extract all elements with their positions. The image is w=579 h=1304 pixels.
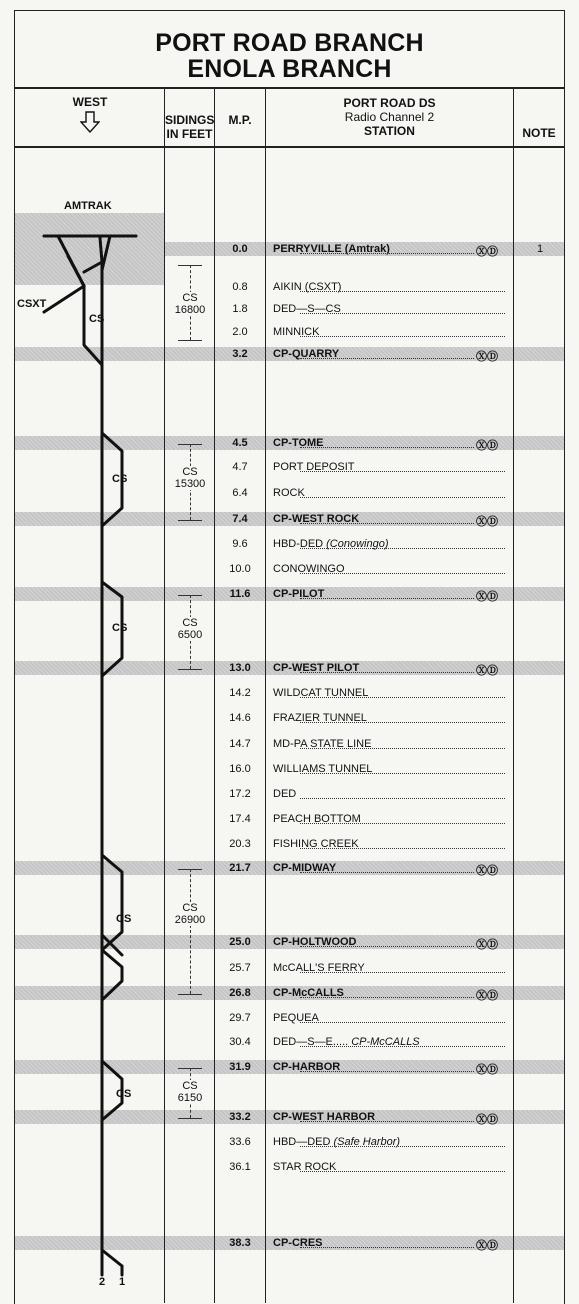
station-label: McCALL'S FERRY [273,962,365,974]
radio-symbols: ⓍⒹ [476,939,498,951]
siding-feet: 26900 [174,914,206,926]
station-label: CP-QUARRY [273,348,340,360]
track-1-label: 1 [119,1276,126,1288]
title-line-1: PORT ROAD BRANCH [155,29,424,57]
milepost: 26.8 [229,987,251,999]
milepost: 33.2 [229,1111,251,1123]
siding-feet: 6500 [177,629,203,641]
track-split [102,1250,122,1266]
milepost: 14.6 [229,712,251,724]
station-label: HBD-DED [273,538,324,550]
siding-feet: 6150 [177,1092,203,1104]
milepost: 25.7 [229,962,251,974]
station-label: ROCK [273,487,305,499]
radio-symbols: ⓍⒹ [476,351,498,363]
station-line-3: STATION [364,124,415,138]
station-label: STAR ROCK [273,1161,337,1173]
siding-type: CS [182,292,198,304]
radio-symbols: ⓍⒹ [476,1064,498,1076]
amtrak-label: AMTRAK [64,200,112,212]
milepost: 25.0 [229,936,251,948]
milepost: 0.0 [232,243,248,255]
radio-symbols: ⓍⒹ [476,1240,498,1252]
station-label: MINNICK [273,326,320,338]
station-label: CP-WEST PILOT [273,662,360,674]
station-line-2: Radio Channel 2 [344,110,435,124]
milepost: 10.0 [229,563,251,575]
station-label: WILLIAMS TUNNEL [273,763,373,775]
title-line-2: ENOLA BRANCH [187,55,392,83]
station-italic-note: (Conowingo) [326,538,389,550]
radio-symbols: ⓍⒹ [476,865,498,877]
milepost: 1.8 [232,303,248,315]
milepost: 30.4 [229,1036,251,1048]
radio-symbols: ⓍⒹ [476,246,498,258]
milepost: 17.4 [229,813,251,825]
west-label: WEST [72,95,108,109]
wye-cross-2 [100,238,102,262]
station-italic-note: CP-McCALLS [351,1036,420,1048]
milepost: 38.3 [229,1237,251,1249]
station-label: CP-CRES [273,1237,323,1249]
station-label: CP-WEST HARBOR [273,1111,376,1123]
crossover-label-5: CS [116,1088,132,1100]
siding-type: CS [182,1080,198,1092]
siding-type: CS [182,466,198,478]
milepost: 20.3 [229,838,251,850]
csxt-track [44,286,84,312]
station-label: CP-HOLTWOOD [273,936,357,948]
station-label: FISHING CREEK [273,838,359,850]
header-note: NOTE [522,126,556,140]
station-label: DED—S—E..... [273,1036,349,1048]
milepost: 4.7 [232,461,248,473]
milepost: 4.5 [232,437,248,449]
station-italic-note: (Safe Harbor) [333,1136,401,1148]
crossover-label-1: CS [89,313,105,325]
crossover-label-2: CS [112,473,128,485]
milepost: 14.7 [229,738,251,750]
siding-type: CS [182,617,198,629]
milepost: 36.1 [229,1161,251,1173]
siding-1 [84,286,105,365]
csxt-label: CSXT [17,298,47,310]
radio-symbols: ⓍⒹ [476,1114,498,1126]
radio-symbols: ⓍⒹ [476,516,498,528]
milepost: 11.6 [229,588,251,600]
station-label: WILDCAT TUNNEL [273,687,369,699]
header-mp: M.P. [228,113,252,127]
note-value: 1 [536,243,544,255]
track-2-label: 2 [99,1276,106,1288]
milepost: 0.8 [232,281,248,293]
station-label: HBD—DED [273,1136,331,1148]
milepost: 16.0 [229,763,251,775]
station-label: CP-McCALLS [273,987,344,999]
station-label: PERRYVILLE (Amtrak) [273,243,390,255]
radio-symbols: ⓍⒹ [476,591,498,603]
station-label: DED—S—CS [273,303,341,315]
station-label: CP-PILOT [273,588,325,600]
milepost: 9.6 [232,538,248,550]
station-label: DED [273,788,297,800]
station-label: FRAZIER TUNNEL [273,712,367,724]
siding-feet: 15300 [174,478,206,490]
wye-cross-3 [84,262,102,272]
station-label: PORT DEPOSIT [273,461,355,473]
milepost: 21.7 [229,862,251,874]
milepost: 7.4 [232,513,248,525]
siding-feet: 16800 [174,304,206,316]
station-label: CP-MIDWAY [273,862,337,874]
station-label: MD-PA STATE LINE [273,738,372,750]
siding-4 [102,855,122,1000]
station-line-1: PORT ROAD DS [343,96,436,110]
crossover-label-3: CS [112,622,128,634]
crossover-label-4: CS [116,913,132,925]
milepost: 14.2 [229,687,251,699]
milepost: 29.7 [229,1012,251,1024]
milepost: 17.2 [229,788,251,800]
radio-symbols: ⓍⒹ [476,665,498,677]
milepost: 3.2 [232,348,248,360]
radio-symbols: ⓍⒹ [476,990,498,1002]
milepost: 31.9 [229,1061,251,1073]
station-label: PEACH BOTTOM [273,813,361,825]
milepost: 6.4 [232,487,248,499]
station-label: PEQUEA [273,1012,319,1024]
milepost: 13.0 [229,662,251,674]
station-label: CP-HARBOR [273,1061,341,1073]
radio-symbols: ⓍⒹ [476,440,498,452]
wye-cross-1 [68,256,84,286]
station-label: CONOWINGO [273,563,345,575]
milepost: 2.0 [232,326,248,338]
station-label: CP-TOME [273,437,324,449]
sidings-line-1: SIDINGS [165,113,215,127]
sidings-line-2: IN FEET [166,127,213,141]
station-label: AIKIN (CSXT) [273,281,342,293]
milepost: 33.6 [229,1136,251,1148]
station-label: CP-WEST ROCK [273,513,360,525]
siding-type: CS [182,902,198,914]
